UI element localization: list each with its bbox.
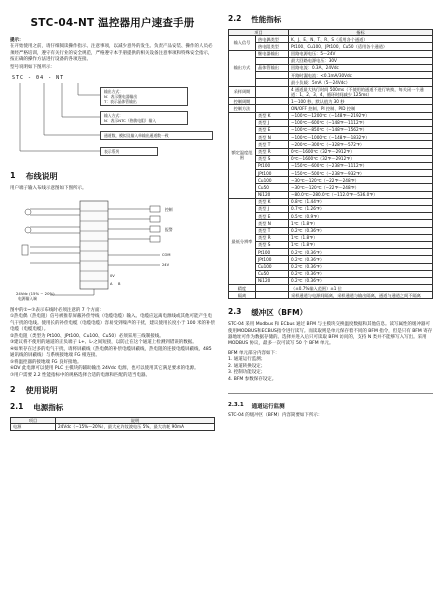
perf-value: 0℃～1600℃（32℉～2912℉）	[289, 148, 433, 155]
perf-category: 输出方式	[229, 50, 256, 86]
perf-value: 0.8℃（1.44℉）	[289, 198, 433, 205]
table-row	[229, 285, 433, 292]
perf-subitem: Cu50	[256, 270, 289, 277]
table-row	[229, 79, 433, 86]
perf-subitem: 类型 N	[256, 134, 289, 141]
perf-subitem: 继电器输出	[256, 50, 289, 57]
table-row	[229, 36, 433, 43]
perf-category: 隔离	[229, 292, 256, 299]
perf-subitem: 类型 K	[256, 198, 289, 205]
note-5: ⑤将温控器的接地端 FG 良好接地。	[10, 359, 82, 365]
table-row	[229, 134, 433, 141]
perf-value: 0.5℃（0.9℉）	[289, 213, 433, 220]
terminal-label-24v: 24V	[162, 262, 170, 267]
table-row	[229, 184, 433, 191]
perf-value: （±0.7%输入范围）±1 位	[289, 285, 433, 292]
table-row	[229, 126, 433, 133]
table-row	[229, 234, 433, 241]
perf-category: 输入信号	[229, 36, 256, 50]
perf-subitem: Cu100	[256, 263, 289, 270]
notes-title: 图中的①~⑦表示布线时必须注意的 7 个方面：	[10, 307, 105, 313]
perf-value: 0.2℃（0.36℉）	[289, 277, 433, 284]
perf-subitem	[256, 86, 289, 98]
perf-value: 0.2℃（0.36℉）	[289, 249, 433, 256]
perf-value: ON/OFF 控制、PI 控制、PID 控制	[289, 105, 433, 112]
bfm-section	[228, 322, 433, 383]
table-row	[229, 148, 433, 155]
section-2-3-1-heading: 2.3.1 通道运行监测	[228, 402, 285, 411]
wiring-schematic	[10, 197, 215, 302]
legend-series: 表示系列	[100, 147, 158, 156]
performance-table	[228, 29, 433, 299]
wiring-diagram	[10, 197, 215, 302]
perf-subitem	[256, 105, 289, 112]
perf-value: −150℃～600℃（−238℉～1112℉）	[289, 162, 433, 169]
doc-title: STC-04-NT 温控器用户速查手册	[30, 17, 195, 29]
note-4: ④如果存在过多的电气干扰，请将屏蔽线（热电偶的补偿电缆屏蔽线，热电阻的连接电缆屏蔽线，485 通讯线的屏蔽线）与系统接地端 FG 相连接。	[10, 346, 212, 359]
bfm-list-item-1: 1. 通道运行监测；	[228, 357, 266, 363]
section-2-3-1-text: STC-04 的缓冲区（BFM）内容简要如下所示：	[228, 413, 323, 419]
table-row	[229, 241, 433, 248]
table-row	[229, 191, 433, 198]
perf-value: −80.0℃～280.0℃（−112.0℉～536.0℉）	[289, 191, 433, 198]
perf-value: 1℃（1.8℉）	[289, 241, 433, 248]
perf-subitem: Ni120	[256, 191, 289, 198]
legend-input: 输入方式： N：表示NTC（热敏电阻）输入	[100, 111, 188, 125]
perf-value: 0.7℃（1.26℉）	[289, 206, 433, 213]
section-1-intro: 用户端子输入布线示意图如下图所示。	[10, 186, 87, 192]
legend-output: 输出方式： N：表示继电器输出 T：表示晶体管输出	[100, 87, 188, 106]
table-row	[229, 50, 433, 57]
perf-subitem	[256, 292, 289, 299]
table-row	[229, 98, 433, 105]
perf-subitem: 类型 R	[256, 234, 289, 241]
perf-value: 开路时漏电流：<0.1mA/30Vdc	[289, 72, 433, 79]
left-column	[10, 0, 215, 431]
right-column	[228, 0, 433, 420]
hint-label: 提示：	[10, 38, 24, 43]
terminal-label-a: A	[110, 281, 113, 286]
perf-subitem: 类型 S	[256, 241, 289, 248]
note-6: ⑥DV 此电源可以使用 PLC 主模块的辅助输出 24Vdc 电源，也可以使用其它满足要求的电源。	[10, 366, 199, 372]
note-3: ③建议将不使用的通道的正负端子 L+、L-之间短接，以防止在这个通道上检测到错误的数据。	[10, 340, 197, 346]
power-sublabel: 电源输入端	[18, 295, 37, 301]
section-1-heading: 1 布线说明	[10, 171, 58, 182]
perf-value: 1～100 秒，默认值为 30 秒	[289, 98, 433, 105]
perf-value: 4 通道最大执行时间 500ms（不使用的通道不进行转换，每关闭一个通道：1、2、3、4，循环时间减少 125ms）	[289, 86, 433, 98]
perf-subitem: 类型 R	[256, 148, 289, 155]
perf-subitem: 类型 E	[256, 126, 289, 133]
table-row	[229, 249, 433, 256]
relay-label-control: 控制	[165, 206, 173, 212]
intro-paragraph	[10, 38, 215, 71]
model-diagram	[10, 73, 215, 165]
table-row	[229, 112, 433, 119]
perf-value: −30℃～120℃（−22℉～248℉）	[289, 177, 433, 184]
power-header-item: 项目	[11, 418, 56, 424]
perf-value: K、J、E、N、T、R、S（适用各个通道）	[289, 36, 433, 43]
bfm-list-item-3: 3. 控制功能设定；	[228, 370, 266, 376]
perf-subitem: 类型 S	[256, 155, 289, 162]
table-row	[229, 213, 433, 220]
perf-value: 0.2℃（0.36℉）	[289, 270, 433, 277]
table-row	[229, 65, 433, 72]
perf-value: Pt100、Cu100、JPt100、Cu50（适用各个通道）	[289, 43, 433, 50]
power-cell-item: 电源	[11, 424, 56, 430]
relay-label-alarm: 报警	[165, 226, 173, 232]
perf-subitem: 热电阻类型	[256, 43, 289, 50]
perf-value: −150℃～500℃（−238℉～932℉）	[289, 170, 433, 177]
perf-subitem	[256, 57, 289, 64]
perf-subitem: 类型 T	[256, 141, 289, 148]
perf-value: −100℃～1000℃（−148℉～1832℉）	[289, 134, 433, 141]
power-label: 24Vdc (15% ~ 20%)	[16, 290, 55, 296]
perf-subitem: Cu100	[256, 177, 289, 184]
bfm-list-item-2: 2. 通道转换设定；	[228, 363, 266, 369]
hint-text: 在开始使用之前，请仔细阅读操作指示、注意事项，以减少意外的发生。负责产品安装、操作的人员必须经严格培训，遵守有关行业的安全规范，严格遵守本手册提供的相关设备注意事项和特殊安全指示，按正确的操作方法进行设备的各项连接。	[10, 44, 213, 62]
note-1: ①热电偶（热电阻）信号被推荐屏蔽补偿导线（电缆电缆）输入。电缆应远离电源线或其他可能产生电气干扰的电线。使用长的补偿电缆（电缆电缆）容易受到噪声的干扰，建议使用长度小于 100 米的补偿电缆（电缆电缆）。	[10, 314, 215, 332]
perf-category: 精度	[229, 285, 256, 292]
perf-header-spec: 指标	[289, 30, 433, 36]
table-row	[229, 177, 433, 184]
terminal-label-0v: 0V	[110, 273, 115, 278]
table-row	[229, 86, 433, 98]
table-row	[229, 170, 433, 177]
perf-value: 最大回路电源电压：30V	[289, 57, 433, 64]
perf-subitem: 热电偶类型	[256, 36, 289, 43]
perf-subitem: 类型 T	[256, 227, 289, 234]
perf-subitem	[256, 285, 289, 292]
table-row	[229, 155, 433, 162]
perf-value: −100℃～1200℃（−148℉～2192℉）	[289, 112, 433, 119]
note-7: ⑦用户需要 2.2 性能指标中的规格选择合适的电源和匹配的适当电器。	[10, 372, 151, 378]
perf-category: 额定温度范围	[229, 112, 256, 198]
perf-subitem	[256, 79, 289, 86]
perf-value: 采样通道与电源间隔离，采样通道与输出隔离，通道与通道之间不隔离	[289, 292, 433, 299]
perf-subitem: Pt100	[256, 249, 289, 256]
power-table	[10, 417, 215, 431]
perf-value: 0.2℃（0.36℉）	[289, 256, 433, 263]
table-row	[229, 263, 433, 270]
section-2-3-heading: 2.3 缓冲区（BFM）	[228, 307, 308, 318]
perf-subitem: Pt100	[256, 162, 289, 169]
perf-value: −100℃～850℃（−148℉～1562℉）	[289, 126, 433, 133]
table-row	[229, 198, 433, 205]
bfm-list-title: BFM 单元部分内容如下：	[228, 350, 280, 356]
model-intro: 型号说明如下图所示：	[10, 65, 55, 71]
power-header-desc: 说明	[56, 418, 215, 424]
table-row	[229, 220, 433, 227]
perf-value: 最小负载：5mA（5～24Vdc）	[289, 79, 433, 86]
perf-category: 控制周期	[229, 98, 256, 105]
perf-value: 回路电源电压：5～24V	[289, 50, 433, 57]
perf-subitem: JPt100	[256, 170, 289, 177]
wiring-notes	[10, 308, 215, 379]
table-row	[229, 72, 433, 79]
perf-subitem: JPt100	[256, 256, 289, 263]
table-row	[229, 119, 433, 126]
perf-value: −200℃～300℃（−328℉～572℉）	[289, 141, 433, 148]
perf-value: 0.2℃（0.36℉）	[289, 227, 433, 234]
table-row	[229, 270, 433, 277]
bfm-paragraph: STC-04 采用 Modbus 和 ECbus 通过 BFM 与主模块交换温度数据和其他信息。读写属性的缓冲器可使用MODBUS和ECBUS指令进行读写。而读取则是单元保存着不同的 BFM 指令，但是只有 BFM 寄存器地址可作为数据存储的。选择并进入后只可读取 BFM 访问的，支持 N 类并不能够写入写出。采用 MODBUS 协议，最多一次可读写 50 个 BFM 单元。	[228, 322, 433, 347]
perf-category: 控制方法	[229, 105, 256, 112]
table-row	[229, 292, 433, 299]
model-code: STC - 04 - NT	[12, 75, 65, 82]
perf-subitem: 类型 K	[256, 112, 289, 119]
perf-value: 回路电流：0.3A，24Vdc	[289, 65, 433, 72]
perf-value: −100℃～600℃（−148℉～1112℉）	[289, 119, 433, 126]
perf-subitem: Cu50	[256, 184, 289, 191]
perf-category: 最低分辨率	[229, 198, 256, 284]
perf-subitem	[256, 98, 289, 105]
table-row	[229, 206, 433, 213]
table-row	[229, 277, 433, 284]
note-2: ②热电阻（类型为 Pt100、JPt100、Cu100、Cu50）必须采用三线制接线。	[10, 333, 164, 339]
table-row	[11, 424, 215, 430]
perf-subitem: 类型 N	[256, 220, 289, 227]
power-cell-desc: 24Vdc（−15%～20%），最大允许纹波电压 5%，最大功耗 90mA	[56, 424, 215, 430]
perf-value: 1℃（1.8℉）	[289, 234, 433, 241]
perf-subitem: 类型 J	[256, 119, 289, 126]
perf-value: −30℃～120℃（−22℉～248℉）	[289, 184, 433, 191]
perf-header-item: 项目	[229, 30, 289, 36]
table-row	[229, 57, 433, 64]
table-row	[229, 43, 433, 50]
table-row	[229, 256, 433, 263]
perf-subitem: Ni120	[256, 277, 289, 284]
perf-subitem: 类型 E	[256, 213, 289, 220]
perf-value: 0℃～1600℃（32℉～2912℉）	[289, 155, 433, 162]
section-2-heading: 2 使用说明	[10, 385, 58, 396]
terminal-label-b: B	[118, 281, 121, 286]
perf-value: 0.2℃（0.36℉）	[289, 263, 433, 270]
perf-subitem: 类型 J	[256, 206, 289, 213]
section-2-2-heading: 2.2 性能指标	[228, 14, 282, 24]
table-row	[229, 141, 433, 148]
table-row	[229, 105, 433, 112]
perf-value: 1℃（1.8℉）	[289, 220, 433, 227]
section-divider	[228, 393, 433, 394]
section-2-1-heading: 2.1 电源指标	[10, 402, 64, 413]
table-row	[229, 227, 433, 234]
perf-category: 采样周期	[229, 86, 256, 98]
terminal-label-com: COM	[162, 252, 171, 257]
perf-subitem: 晶体管输出	[256, 65, 289, 72]
table-row	[229, 162, 433, 169]
legend-channels: 通道数，模拟及输入单输出通道数一致	[100, 131, 213, 140]
bfm-list-item-4: 4. BFM 参数保存设定。	[228, 377, 277, 383]
perf-subitem	[256, 72, 289, 79]
